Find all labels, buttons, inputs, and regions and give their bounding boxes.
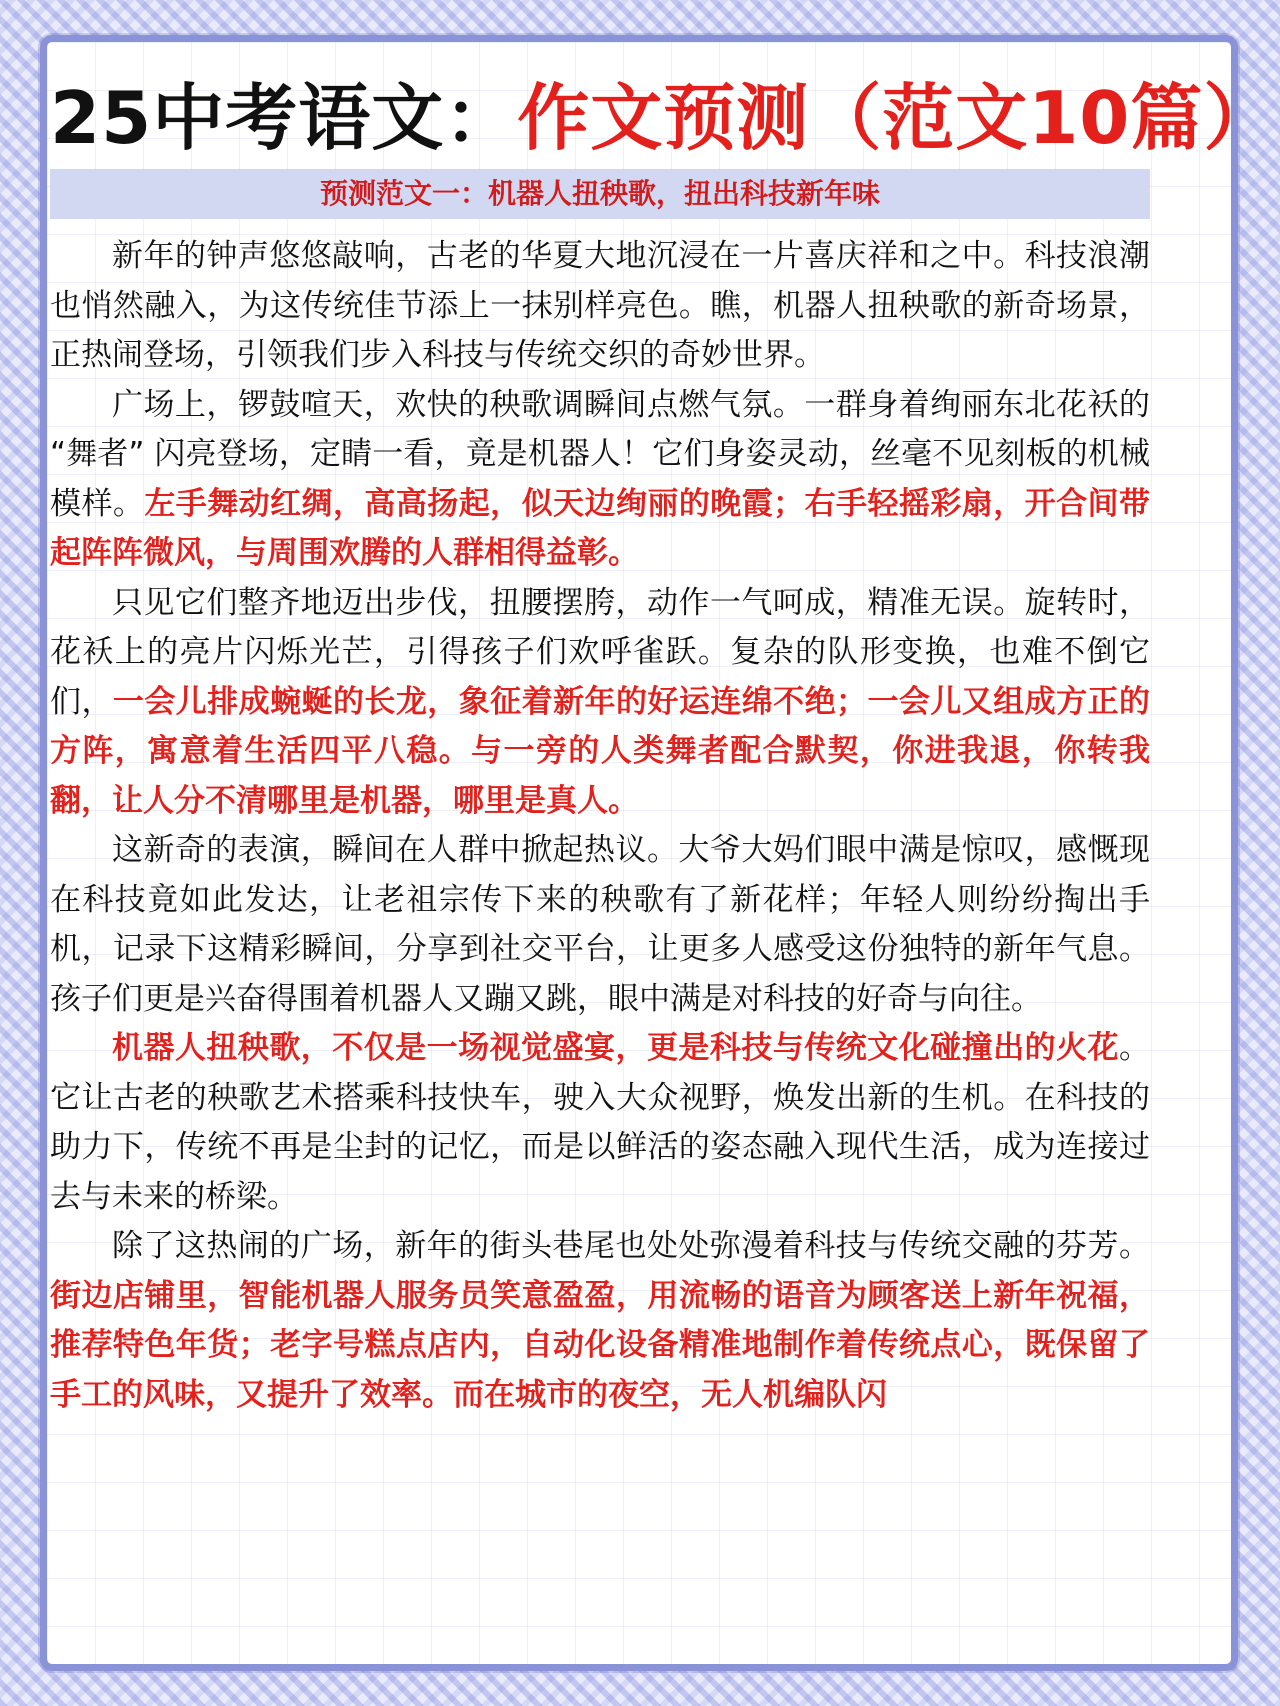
title-prefix: 25中考语文：: [50, 76, 518, 160]
paragraph-6: [50, 1222, 1150, 1420]
paragraph-2: [50, 381, 1150, 579]
paragraph-text: 新年的钟声悠悠敲响，古老的华夏大地沉浸在一片喜庆祥和之中。科技浪潮也悄然融入，为这传统佳节添上一抹别样亮色。瞧，机器人扭秧歌的新奇场景，正热闹登场，引领我们步入科技与传统交织的奇妙世界。: [50, 238, 1150, 373]
page-title: [50, 68, 1277, 168]
paragraph-text: 广场上，锣鼓喧天，欢快的秧歌调瞬间点燃气氛。一群身着绚丽东北花袄的 “舞者” 闪亮登场，定睛一看，竟是机器人！它们身姿灵动，丝毫不见刻板的机械模样。: [50, 386, 1150, 522]
paragraph-text: 只见它们整齐地迈出步伐，扭腰摆胯，动作一气呵成，精准无误。旋转时，花袄上的亮片闪烁光芒，引得孩子们欢呼雀跃。复杂的队形变换，也难不倒它们，: [50, 584, 1150, 720]
paragraph-highlight: 左手舞动红绸，高高扬起，似天边绚丽的晚霞；右手轻摇彩扇，开合间带起阵阵微风，与周围欢腾的人群相得益彰。: [50, 485, 1150, 571]
paragraph-5: [50, 1024, 1150, 1222]
paragraph-highlight: 机器人扭秧歌，不仅是一场视觉盛宴，更是科技与传统文化碰撞出的火花: [112, 1030, 1119, 1066]
essay-subtitle-bar: [50, 169, 1150, 219]
paragraph-4: [50, 826, 1150, 1024]
paragraph-3: [50, 579, 1150, 827]
paragraph-1: [50, 232, 1150, 381]
paragraph-text: 。它让古老的秧歌艺术搭乘科技快车，驶入大众视野，焕发出新的生机。在科技的助力下，传统不再是尘封的记忆，而是以鲜活的姿态融入现代生活，成为连接过去与未来的桥梁。: [50, 1030, 1150, 1215]
paragraph-highlight: 一会儿排成蜿蜒的长龙，象征着新年的好运连绵不绝；一会儿又组成方正的方阵，寓意着生活四平八稳。与一旁的人类舞者配合默契，你进我退，你转我翻，让人分不清哪里是机器，哪里是真人。: [50, 683, 1150, 819]
paragraph-text: 除了这热闹的广场，新年的街头巷尾也处处弥漫着科技与传统交融的芬芳。: [112, 1228, 1150, 1264]
essay-subtitle: 预测范文一：机器人扭秧歌，扭出科技新年味: [319, 177, 880, 210]
paragraph-text: 这新奇的表演，瞬间在人群中掀起热议。大爷大妈们眼中满是惊叹，感慨现在科技竟如此发达，让老祖宗传下来的秧歌有了新花样；年轻人则纷纷掏出手机，记录下这精彩瞬间，分享到社交平台，让更多人感受这份独特的新年气息。孩子们更是兴奋得围着机器人又蹦又跳，眼中满是对科技的好奇与向往。: [50, 832, 1150, 1017]
title-highlight: 作文预测（范文10篇）: [517, 76, 1277, 160]
paragraph-highlight: 街边店铺里，智能机器人服务员笑意盈盈，用流畅的语音为顾客送上新年祝福，推荐特色年货；老字号糕点店内，自动化设备精准地制作着传统点心，既保留了手工的风味，又提升了效率。而在城市的夜空，无人机编队闪: [50, 1277, 1150, 1413]
essay-body: [50, 232, 1150, 1562]
